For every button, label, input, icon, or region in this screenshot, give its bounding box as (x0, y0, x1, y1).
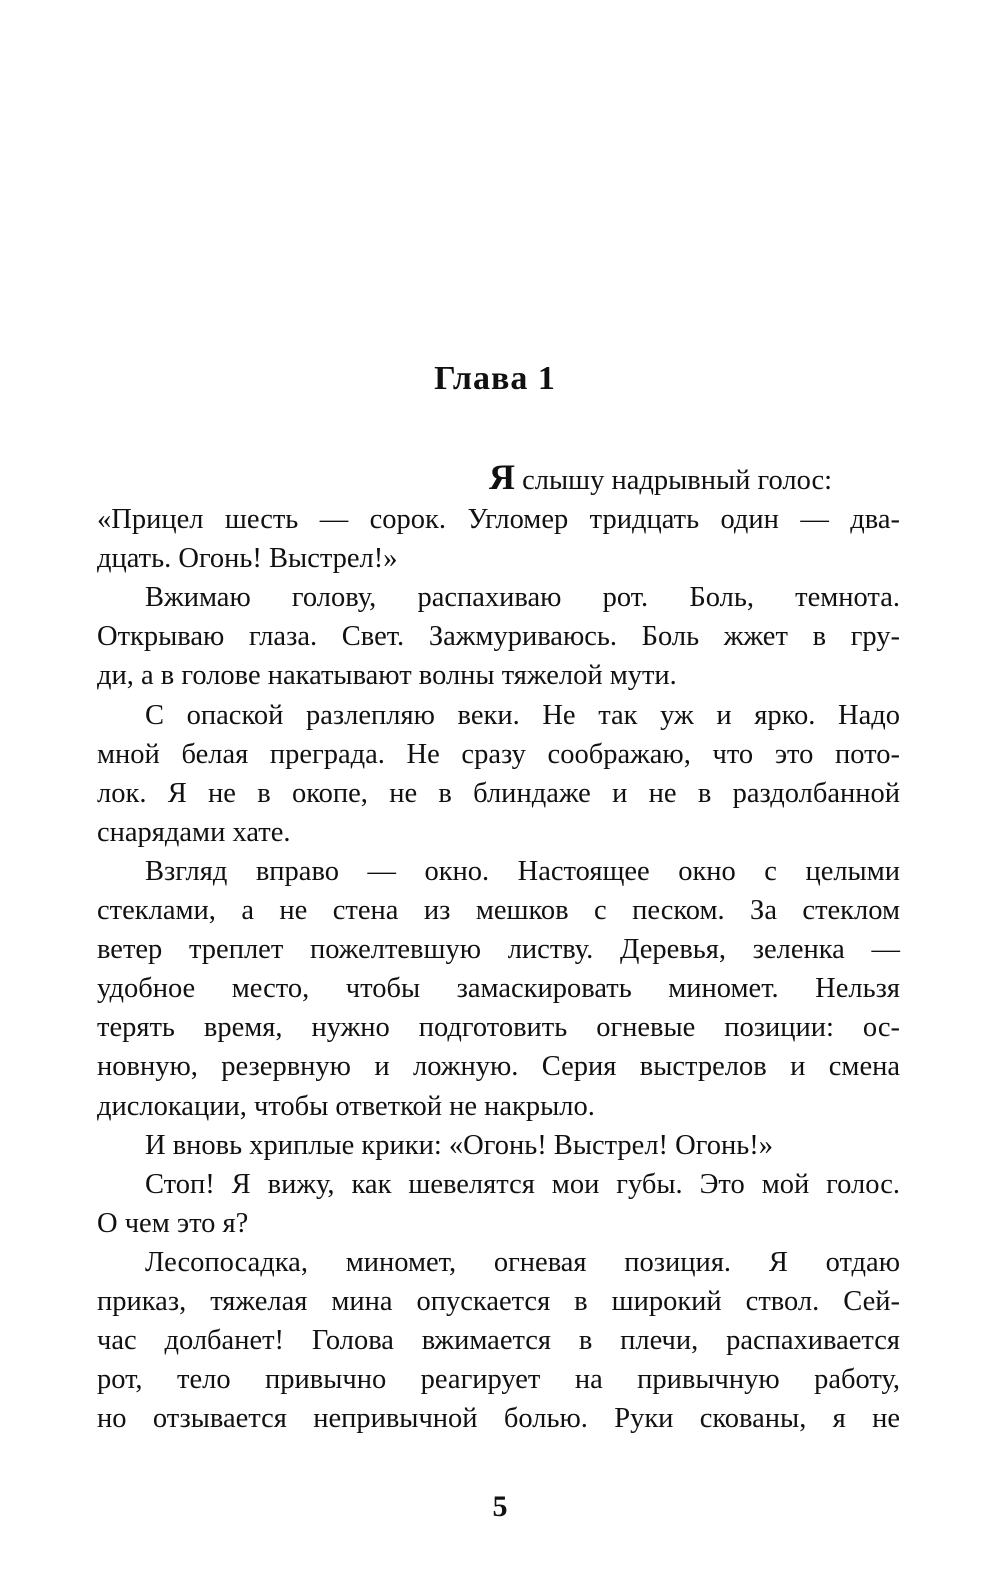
text-line: удобное место, чтобы замаскировать миномет. Нельзя (97, 973, 900, 1005)
text-line: стеклами, а не стена из мешков с песком. За стеклом (97, 895, 900, 927)
text-line: «Прицел шесть — сорок. Угломер тридцать один — два- (97, 504, 900, 536)
text-line: Открываю глаза. Свет. Зажмуриваюсь. Боль жжет в гру- (97, 621, 900, 653)
text-line: ветер треплет пожелтевшую листву. Деревья, зеленка — (97, 934, 900, 966)
text-line: С опаской разлепляю веки. Не так уж и ярко. Надо (145, 699, 900, 731)
text-line: час долбанет! Голова вжимается в плечи, распахивается (97, 1325, 900, 1357)
text-line: Взгляд вправо — окно. Настоящее окно с целыми (145, 855, 900, 887)
chapter-title: Глава 1 (434, 360, 556, 397)
text-line: ди, а в голове накатывают волны тяжелой мути. (97, 660, 677, 692)
text-line: О чем это я? (97, 1207, 249, 1239)
body-text (97, 458, 900, 1438)
page-number: 5 (492, 1490, 508, 1523)
text-line: рот, тело привычно реагирует на привычную работу, (97, 1364, 900, 1396)
text-line: снарядами хате. (97, 816, 291, 848)
drop-cap: Я (489, 457, 515, 497)
text-line: новную, резервную и ложную. Серия выстрелов и смена (97, 1051, 900, 1083)
text-line: Я слышу надрывный голос: (489, 457, 833, 497)
text-line: дислокации, чтобы ответкой не накрыло. (97, 1090, 595, 1122)
text-line: И вновь хриплые крики: «Огонь! Выстрел! Огонь!» (145, 1129, 773, 1161)
text-line: Лесопосадка, миномет, огневая позиция. Я отдаю (145, 1246, 900, 1278)
text-line: терять время, нужно подготовить огневые позиции: ос- (97, 1012, 900, 1044)
text-line: дцать. Огонь! Выстрел!» (97, 543, 398, 575)
text-line: Стоп! Я вижу, как шевелятся мои губы. Это мой голос. (145, 1168, 900, 1200)
text-line: приказ, тяжелая мина опускается в широкий ствол. Сей- (97, 1285, 900, 1317)
text-line: лок. Я не в окопе, не в блиндаже и не в раздолбанной (97, 777, 900, 809)
text-line: мной белая преграда. Не сразу соображаю, что это пото- (97, 738, 900, 770)
text-line: но отзывается непривычной болью. Руки скованы, я не (97, 1403, 900, 1435)
text-line: Вжимаю голову, распахиваю рот. Боль, темнота. (145, 582, 900, 614)
